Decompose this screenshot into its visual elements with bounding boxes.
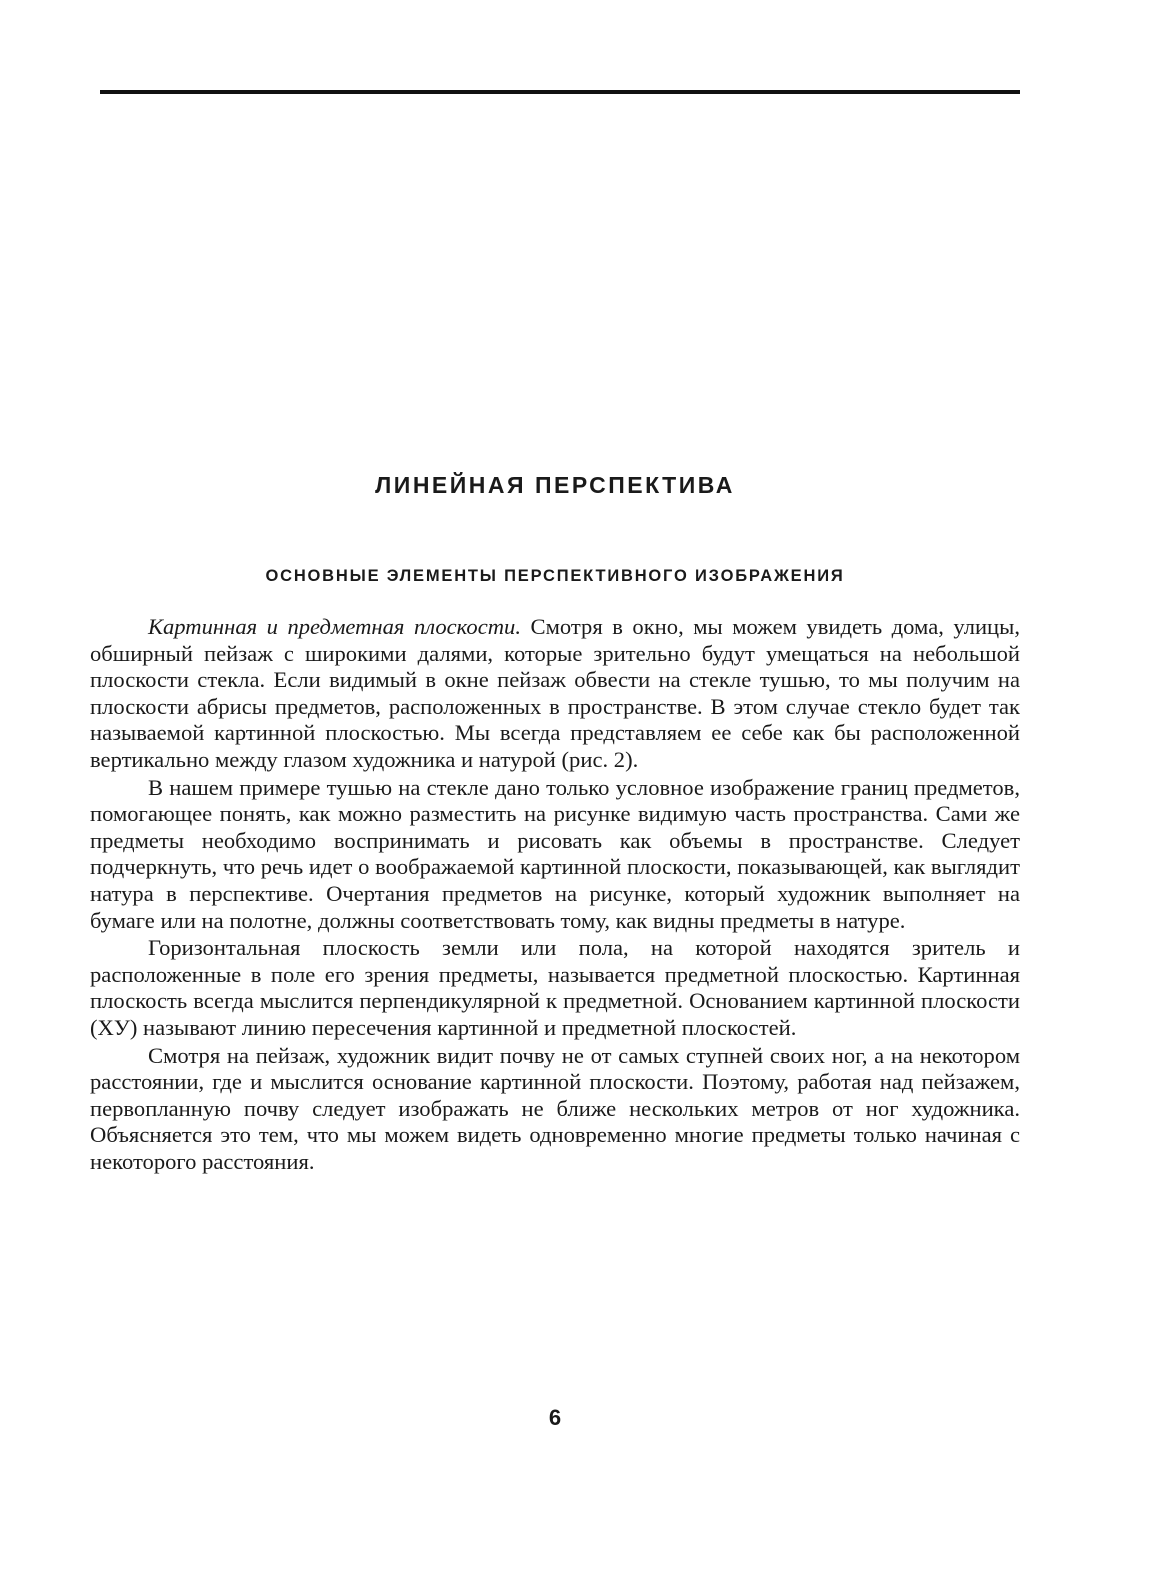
paragraph-1-run-in: Картинная и предметная плоскости. bbox=[148, 614, 521, 639]
page-number: 6 bbox=[548, 1405, 562, 1430]
paragraph-1-text: Смотря в окно, мы можем увидеть дома, улицы, обширный пейзаж с широкими далями, которые зрительно будут умещаться на небольшой плоскости стекла. Если видимый в окне пейзаж обвести на стекле тушью, то мы получим на плоскости абрисы предметов, расположенных в пространстве. В этом случае стекло будет так называемой картинной плоскостью. Мы всегда представляем ее себе как бы расположенной вертикально между глазом художника и натурой (рис. 2). bbox=[90, 614, 1020, 772]
paragraph-1 bbox=[90, 614, 1020, 774]
chapter-title: ЛИНЕЙНАЯ ПЕРСПЕКТИВА bbox=[375, 472, 735, 498]
body-text bbox=[90, 614, 1020, 1175]
paragraph-4: Смотря на пейзаж, художник видит почву не от самых ступней своих ног, а на некотором расстоянии, где и мыслится основание картинной плоскости. Поэтому, работая над пейзажем, первопланную почву следует изображать не ближе нескольких метров от ног художника. Объясняется это тем, что мы можем видеть одновременно многие предметы только начиная с некоторого расстояния. bbox=[90, 1042, 1020, 1174]
top-rule bbox=[100, 90, 1020, 94]
section-title: ОСНОВНЫЕ ЭЛЕМЕНТЫ ПЕРСПЕКТИВНОГО ИЗОБРАЖЕНИЯ bbox=[265, 567, 845, 585]
paragraph-3: Горизонтальная плоскость земли или пола, на которой находятся зритель и расположенные в поле его зрения предметы, называется предметной плоскостью. Картинная плоскость всегда мыслится перпендикулярной к предметной. Основанием картинной плоскости (ХУ) называют линию пересечения картинной и предметной плоскостей. bbox=[90, 935, 1020, 1040]
paragraph-2: В нашем примере тушью на стекле дано только условное изображение границ предметов, помогающее понять, как можно разместить на рисунке видимую часть пространства. Сами же предметы необходимо воспринимать и рисовать как объемы в пространстве. Следует подчеркнуть, что речь идет о воображаемой картинной плоскости, показывающей, как выглядит натура в перспективе. Очертания предметов на рисунке, который художник выполняет на бумаге или на полотне, должны соответствовать тому, как видны предметы в натуре. bbox=[90, 774, 1020, 933]
